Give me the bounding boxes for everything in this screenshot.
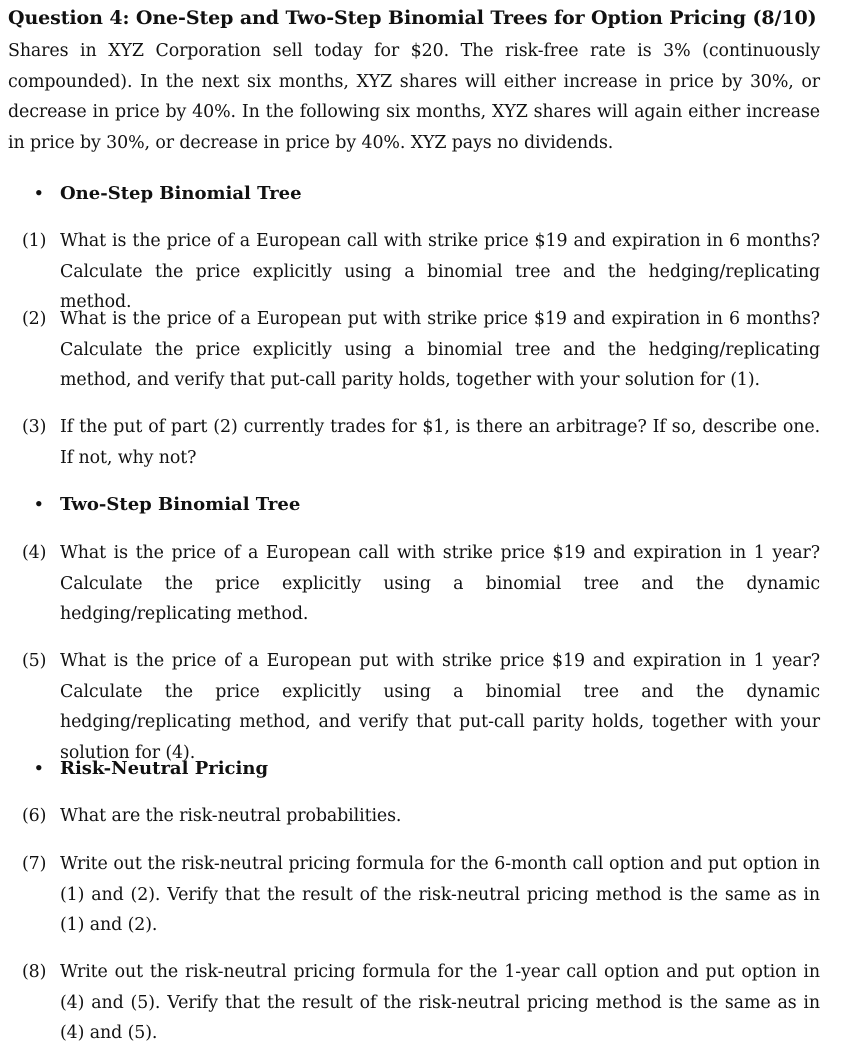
question-item-3: [22, 412, 820, 473]
item-number: (4): [22, 543, 47, 563]
item-text: If the put of part (2) currently trades for $1, is there an arbitrage? If so, describe one. If not, why not?: [60, 417, 820, 468]
bullet-icon: •: [34, 495, 44, 513]
question-item-2: [22, 304, 820, 396]
question-item-4: [22, 538, 820, 630]
question-item-7: [22, 849, 820, 941]
question-intro: Shares in XYZ Corporation sell today for $20. The risk-free rate is 3% (continuously compounded). In the next six months, XYZ shares will either increase in price by 30%, or decrease in price by 40%. In the following six months, XYZ shares will again either increase in price by 30%, or decrease in price by 40%. XYZ pays no dividends.: [8, 41, 820, 153]
item-number: (7): [22, 854, 47, 874]
section-title: Two-Step Binomial Tree: [60, 494, 301, 515]
item-number: (2): [22, 309, 47, 329]
bullet-icon: •: [34, 759, 44, 777]
item-text: What is the price of a European put with strike price $19 and expiration in 6 months? Calculate the price explicitly using a binomial tree and the hedging/replicating method, and verify that put-call parity holds, together with your solution for (1).: [60, 309, 820, 390]
item-text: What are the risk-neutral probabilities.: [60, 806, 402, 826]
section-heading-one-step: [34, 180, 302, 207]
question-item-8: [22, 957, 820, 1049]
item-number: (1): [22, 231, 47, 251]
item-text: What is the price of a European put with strike price $19 and expiration in 1 year? Calculate the price explicitly using a binomial tree and the dynamic hedging/replicating method, and verify that put-call parity holds, together with your solution for (4).: [60, 651, 820, 763]
item-text: Write out the risk-neutral pricing formula for the 1-year call option and put option in (4) and (5). Verify that the result of the risk-neutral pricing method is the same as in (4) and (5).: [60, 962, 820, 1043]
section-title: One-Step Binomial Tree: [60, 183, 302, 204]
item-number: (3): [22, 417, 47, 437]
section-heading-two-step: [34, 491, 300, 518]
section-heading-risk-neutral: [34, 755, 268, 782]
item-number: (5): [22, 651, 47, 671]
question-item-5: [22, 646, 820, 768]
question-title: Question 4: One-Step and Two-Step Binomial Trees for Option Pricing (8/10): [8, 7, 817, 29]
question-item-6: [22, 801, 820, 832]
item-number: (8): [22, 962, 47, 982]
item-number: (6): [22, 806, 47, 826]
item-text: Write out the risk-neutral pricing formula for the 6-month call option and put option in (1) and (2). Verify that the result of the risk-neutral pricing method is the same as in (1) and (2).: [60, 854, 820, 935]
bullet-icon: •: [34, 184, 44, 202]
section-title: Risk-Neutral Pricing: [60, 758, 269, 779]
item-text: What is the price of a European call with strike price $19 and expiration in 1 year? Calculate the price explicitly using a binomial tree and the dynamic hedging/replicating method.: [60, 543, 820, 624]
item-text: What is the price of a European call with strike price $19 and expiration in 6 months? Calculate the price explicitly using a binomial tree and the hedging/replicating method.: [60, 231, 820, 312]
